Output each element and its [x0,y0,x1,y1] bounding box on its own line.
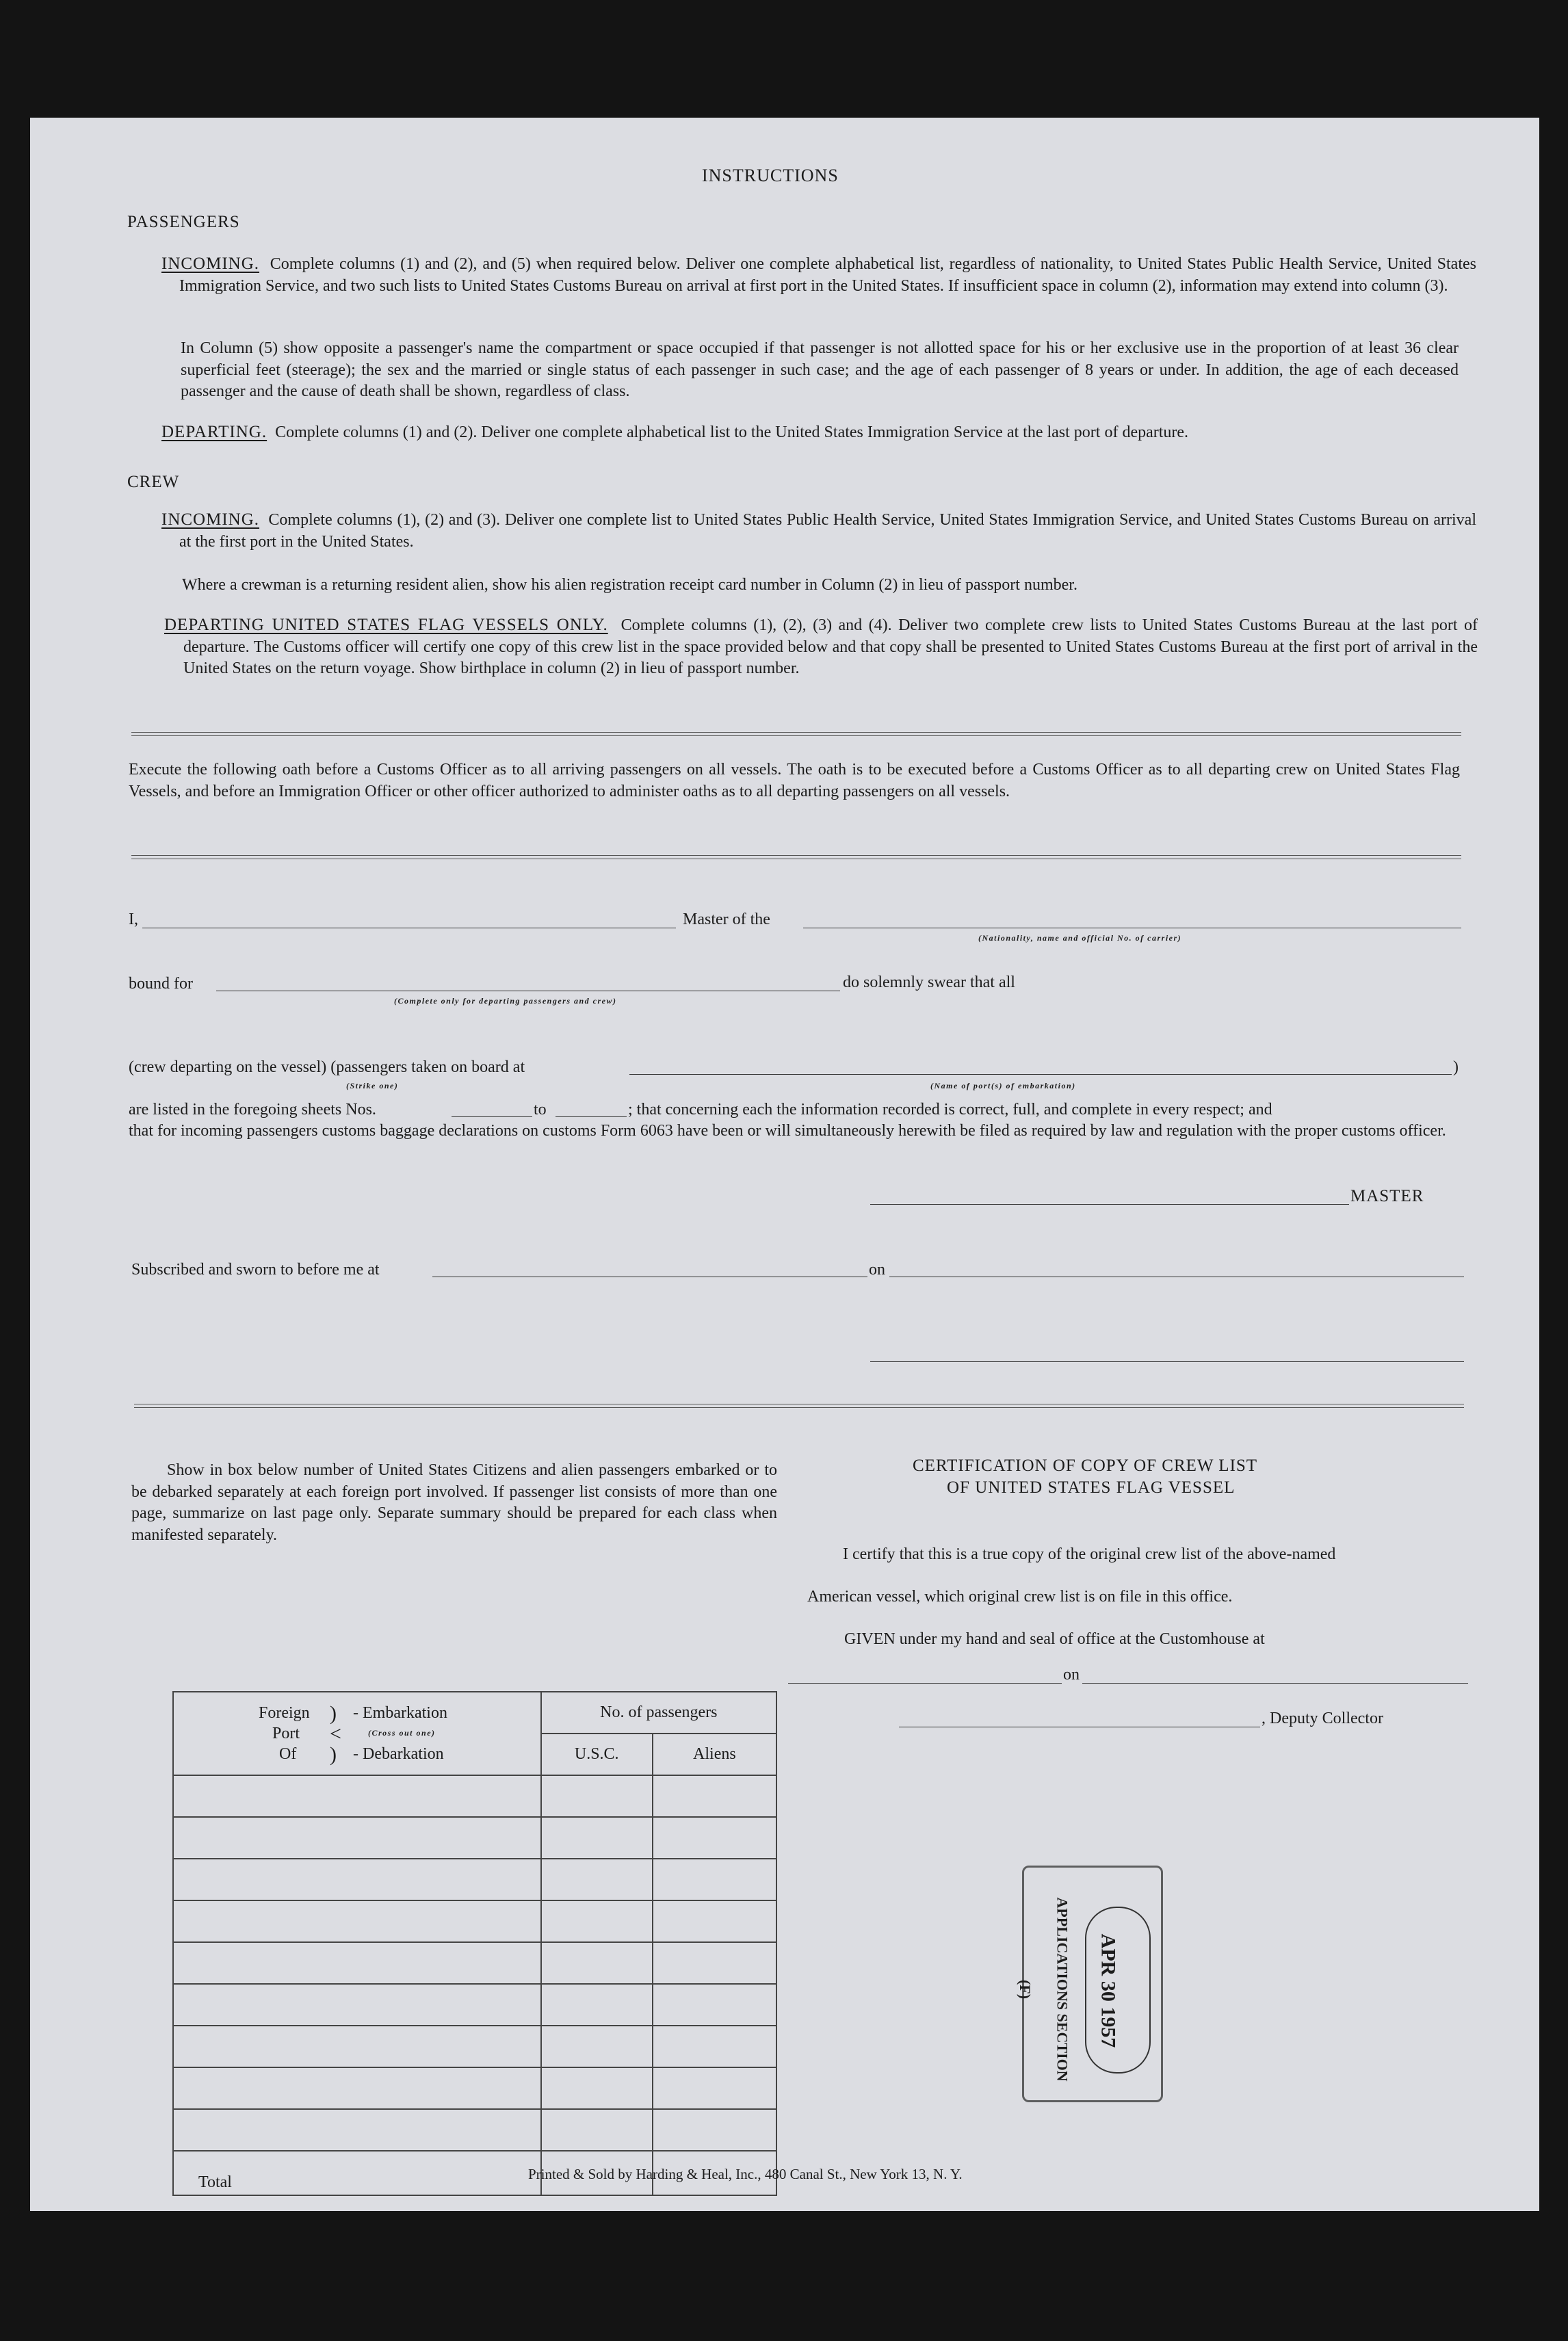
usc-cell[interactable] [541,1817,653,1859]
received-stamp [1008,1866,1179,2112]
port-cell[interactable] [173,2109,541,2151]
aliens-cell[interactable] [653,2026,776,2067]
close-paren: ) [1453,1058,1459,1076]
aliens-cell[interactable] [653,1859,776,1900]
divider [134,1404,1464,1408]
table-row [173,2109,776,2151]
sheets-text-end: ; that concerning each the information recorded is correct, full, and complete in every respect; and [628,1101,1272,1119]
table-row [173,2067,776,2109]
foreign-label: Foreign [259,1704,310,1722]
sheets-text-rest: that for incoming passengers customs baggage declarations on customs Form 6063 have been or will simultaneously herewith be filed as required by law and regulation with the proper customs officer. [129,1122,1446,1140]
customhouse-field[interactable] [788,1683,1062,1684]
nationality-hint: (Nationality, name and official No. of carrier) [978,933,1182,943]
usc-header: U.S.C. [541,1734,653,1775]
crew-departing-text: (crew departing on the vessel) (passengers taken on board at [129,1058,525,1076]
strike-one-hint: (Strike one) [346,1081,399,1090]
passengers-departing-text: Complete columns (1) and (2). Deliver one complete alphabetical list to the United States Immigration Service at the last port of departure. [275,423,1189,441]
sheet-from-field[interactable] [452,1116,532,1117]
certification-title-line2: OF UNITED STATES FLAG VESSEL [947,1478,1236,1497]
sheets-to-label: to [534,1101,547,1119]
usc-cell[interactable] [541,2109,653,2151]
usc-cell[interactable] [541,1900,653,1942]
port-cell[interactable] [173,1984,541,2026]
passengers-incoming-text: Complete columns (1) and (2), and (5) when required below. Deliver one complete alphabetical list, regardless of nationality, to United States Public Health Service, United States Immigration Service, and two such lists to United States Customs Bureau on arrival at first port in the United States. If insufficient space in column (2), information may extend into column (3). [179,255,1476,295]
table-row [173,2026,776,2067]
port-cell[interactable] [173,1942,541,1984]
certify-text: I certify that this is a true copy of the original crew list of the above-named [843,1545,1336,1563]
aliens-cell[interactable] [653,1817,776,1859]
table-row [173,1900,776,1942]
page-title: INSTRUCTIONS [702,166,839,185]
sworn-on-label: on [869,1261,885,1279]
foreign-port-header [173,1692,541,1775]
port-cell[interactable] [173,2067,541,2109]
form-page [30,118,1539,2211]
table-row [173,1817,776,1859]
usc-cell[interactable] [541,1775,653,1817]
cross-out-hint: (Cross out one) [368,1728,436,1738]
divider [131,855,1461,859]
given-text: GIVEN under my hand and seal of office at the Customhouse at [844,1630,1265,1648]
passengers-column5-paragraph: In Column (5) show opposite a passenger's name the compartment or space occupied if that passenger is not allotted space for his or her exclusive use in the proportion of at least 36 clear superficial feet (steerage); the sex and the married or single status of each passenger in such case; and the age of each passenger of 8 years or under. In addition, the age of each deceased passenger and the cause of death shall be shown, regardless of class. [181,339,1459,400]
aliens-cell[interactable] [653,1984,776,2026]
stamp-code: (F) [1017,1979,1034,2000]
crew-departing-paragraph [164,614,1478,680]
crew-incoming-text: Complete columns (1), (2) and (3). Deliver one complete list to United States Public Health Service, United States Immigration Service, and United States Customs Bureau on arrival at the first port in the United States. [179,511,1477,551]
certification-date-field[interactable] [1082,1683,1468,1684]
table-row [173,1984,776,2026]
master-signature-field[interactable] [870,1204,1349,1205]
crew-incoming-label: INCOMING. [161,510,260,529]
port-cell[interactable] [173,1859,541,1900]
total-label: Total [173,2151,541,2195]
bound-for-hint: (Complete only for departing passengers and crew) [394,996,617,1006]
of-label: Of [279,1745,297,1763]
aliens-cell[interactable] [653,2067,776,2109]
no-of-passengers-header: No. of passengers [541,1692,776,1734]
table-row [173,1859,776,1900]
oath-instruction: Execute the following oath before a Customs Officer as to all arriving passengers on all vessels. The oath is to be executed before a Customs Officer as to all departing crew on United States Flag Vessels, and before an Immigration Officer or other officer authorized to administer oaths as to all departing passengers on all vessels. [129,761,1460,800]
crew-departing-label: DEPARTING UNITED STATES FLAG VESSELS ONLY. [164,616,608,634]
sheet-to-field[interactable] [556,1116,627,1117]
stamp-section: APPLICATIONS SECTION [1054,1897,1071,2082]
table-row [173,1775,776,1817]
passengers-incoming-label: INCOMING. [161,254,260,273]
embarkation-label: - Embarkation [353,1704,447,1722]
master-of-the-label: Master of the [683,911,770,928]
aliens-cell[interactable] [653,1942,776,1984]
sheets-text-start: are listed in the foregoing sheets Nos. [129,1101,376,1119]
summary-instructions: Show in box below number of United States Citizens and alien passengers embarked or to be debarked separately at each foreign port involved. If passenger list consists of more than one page, summarize on last page only. Separate summary should be prepared for each class when manifested separately. [131,1461,777,1544]
certification-title-line1: CERTIFICATION OF COPY OF CREW LIST [913,1456,1258,1475]
usc-cell[interactable] [541,2026,653,2067]
crew-resident-paragraph: Where a crewman is a returning resident alien, show his alien registration receipt card number in Column (2) in lieu of passport number. [182,576,1077,594]
aliens-cell[interactable] [653,2109,776,2151]
usc-cell[interactable] [541,1942,653,1984]
debarkation-label: - Debarkation [353,1745,444,1763]
ports-hint: (Name of port(s) of embarkation) [930,1081,1076,1090]
table-row [173,1942,776,1984]
passengers-departing-label: DEPARTING. [161,423,267,441]
crew-departing-text: Complete columns (1), (2), (3) and (4). Deliver two complete crew lists to United States Customs Bureau at the last port of departure. The Customs officer will certify one copy of this crew list in the space provided below and that copy shall be presented to United States Customs Bureau at the first port of arrival in the United States on the return voyage. Show birthplace in column (2) in lieu of passport number. [183,616,1478,677]
vessel-text: American vessel, which original crew list is on file in this office. [807,1588,1233,1606]
brace-icon: ) < ) [330,1702,341,1766]
port-cell[interactable] [173,1775,541,1817]
aliens-header: Aliens [653,1734,776,1775]
usc-cell[interactable] [541,2067,653,2109]
usc-cell[interactable] [541,1984,653,2026]
passengers-heading: PASSENGERS [127,213,240,231]
divider [131,732,1461,736]
master-label: MASTER [1350,1187,1424,1205]
passengers-departing-paragraph [161,421,1459,444]
port-cell[interactable] [173,1900,541,1942]
port-of-embarkation-field[interactable] [629,1074,1452,1075]
oath-i-label: I, [129,911,138,928]
subscribed-label: Subscribed and sworn to before me at [131,1261,380,1279]
stamp-date: APR 30 1957 [1097,1933,1120,2048]
passengers-incoming-paragraph [161,253,1476,297]
usc-cell[interactable] [541,1859,653,1900]
certification-on-label: on [1063,1666,1080,1684]
deputy-collector-label: , Deputy Collector [1262,1710,1383,1727]
bound-for-label: bound for [129,975,193,993]
aliens-cell[interactable] [653,1775,776,1817]
printer-footer: Printed & Sold by Harding & Heal, Inc., 480 Canal St., New York 13, N. Y. [528,2166,963,2182]
port-cell[interactable] [173,1817,541,1859]
crew-heading: CREW [127,473,180,491]
officer-signature-field[interactable] [870,1361,1464,1362]
crew-incoming-paragraph [161,509,1476,553]
aliens-cell[interactable] [653,1900,776,1942]
swear-text: do solemnly swear that all [843,973,1015,991]
port-label: Port [272,1725,300,1742]
port-cell[interactable] [173,2026,541,2067]
passenger-summary-table [172,1691,777,2196]
